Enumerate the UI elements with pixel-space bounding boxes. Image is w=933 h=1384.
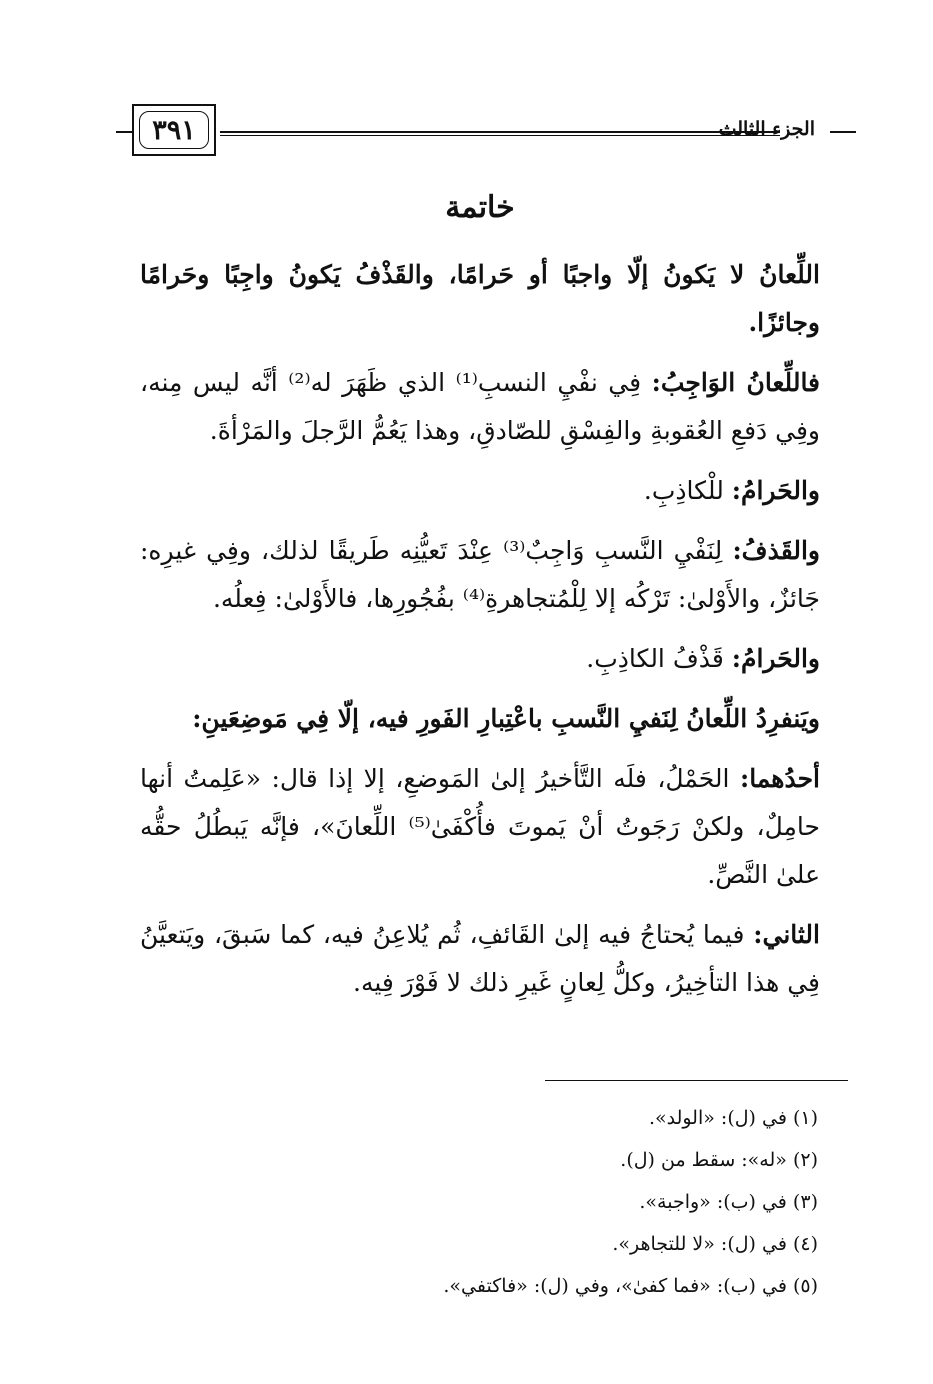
footnote-1: (١) في (ل): «الولد». xyxy=(648,1107,818,1129)
paragraph-8 xyxy=(140,911,820,1007)
paragraph-text: لِنَفْيِ النَّسبِ وَاجِبٌ⁽³⁾ عِنْدَ تَعيُّنِه طَريقًا لذلك، وفِي غيرِه: جَائزٌ، والأَوْلىٰ: تَرْكُه إلا لِلْمُتجاهرةِ⁽⁴⁾ بفُجُورِها، فالأَوْلىٰ: فِعلُه. xyxy=(140,536,820,613)
page-header xyxy=(0,98,933,168)
paragraph-lead: والحَرامُ: xyxy=(731,644,820,673)
paragraph-text: الحَمْلُ، فلَه التَّأخيرُ إلىٰ المَوضعِ، إلا إذا قال: «عَلِمتُ أنها حامِلٌ، ولكنْ رَجَوتُ أنْ يَموتَ فأُكْفَىٰ⁽⁵⁾ اللِّعانَ»، فإنَّه يَبطُلُ حقُّه علىٰ النَّصِّ. xyxy=(140,764,820,889)
paragraph-text-bold: اللِّعانُ لا يَكونُ إلّا واجبًا أو حَرامًا، والقَذْفُ يَكونُ واجِبًا وحَرامًا وجائزًا. xyxy=(140,260,820,337)
paragraph-text: للْكاذِبِ. xyxy=(643,476,732,505)
part-title: الجزء الثالث xyxy=(718,118,815,140)
main-content xyxy=(140,190,820,1019)
header-rule-thin xyxy=(220,135,780,136)
footnotes xyxy=(138,1097,818,1307)
paragraph-3 xyxy=(140,467,820,515)
paragraph-lead: والقَذفُ: xyxy=(732,536,820,565)
paragraph-7 xyxy=(140,755,820,899)
paragraph-text: فِي نفْيِ النسبِ⁽¹⁾ الذي ظَهَرَ له⁽²⁾ أنَّه ليس مِنه، وفِي دَفعِ العُقوبةِ والفِسْقِ للصّادقِ، وهذا يَعُمُّ الرَّجلَ والمَرْأةَ. xyxy=(140,368,820,445)
header-rule-left xyxy=(116,131,132,133)
page-number-box xyxy=(132,104,216,156)
page-number: ٣٩١ xyxy=(139,111,209,149)
paragraph-lead: الثاني: xyxy=(753,920,820,949)
paragraph-6 xyxy=(140,695,820,743)
paragraph-text: فيما يُحتاجُ فيه إلىٰ القَائفِ، ثُم يُلاعِنُ فيه، كما سَبقَ، ويَتعيَّنُ فِي هذا التأخِيرُ، وكلُّ لِعانٍ غَيرِ ذلك لا فَوْرَ فِيه. xyxy=(140,920,820,997)
footnote-2: (٢) «له»: سقط من (ل). xyxy=(620,1149,818,1171)
footnote-5: (٥) في (ب): «فما كفىٰ»، وفي (ل): «فاكتفي». xyxy=(443,1275,818,1297)
paragraph-5 xyxy=(140,635,820,683)
paragraph-1 xyxy=(140,251,820,347)
paragraph-lead: فاللِّعانُ الوَاجِبُ: xyxy=(651,368,821,397)
paragraph-text-bold: ويَنفرِدُ اللِّعانُ لِنَفيِ النَّسبِ باعْتِبارِ الفَورِ فيه، إلّا فِي مَوضِعَينِ: xyxy=(192,704,820,733)
footnote-separator xyxy=(545,1080,848,1081)
header-rule-right xyxy=(830,131,856,133)
footnote-4: (٤) في (ل): «لا للتجاهر». xyxy=(612,1233,818,1255)
paragraph-2 xyxy=(140,359,820,455)
paragraph-lead: والحَرامُ: xyxy=(731,476,820,505)
paragraph-lead: أحدُهما: xyxy=(739,764,820,793)
paragraph-text: قَذْفُ الكاذِبِ. xyxy=(586,644,732,673)
paragraph-4 xyxy=(140,527,820,623)
header-rule xyxy=(220,131,780,133)
section-title: خاتمة xyxy=(445,190,515,225)
footnote-3: (٣) في (ب): «واجبة». xyxy=(639,1191,818,1213)
